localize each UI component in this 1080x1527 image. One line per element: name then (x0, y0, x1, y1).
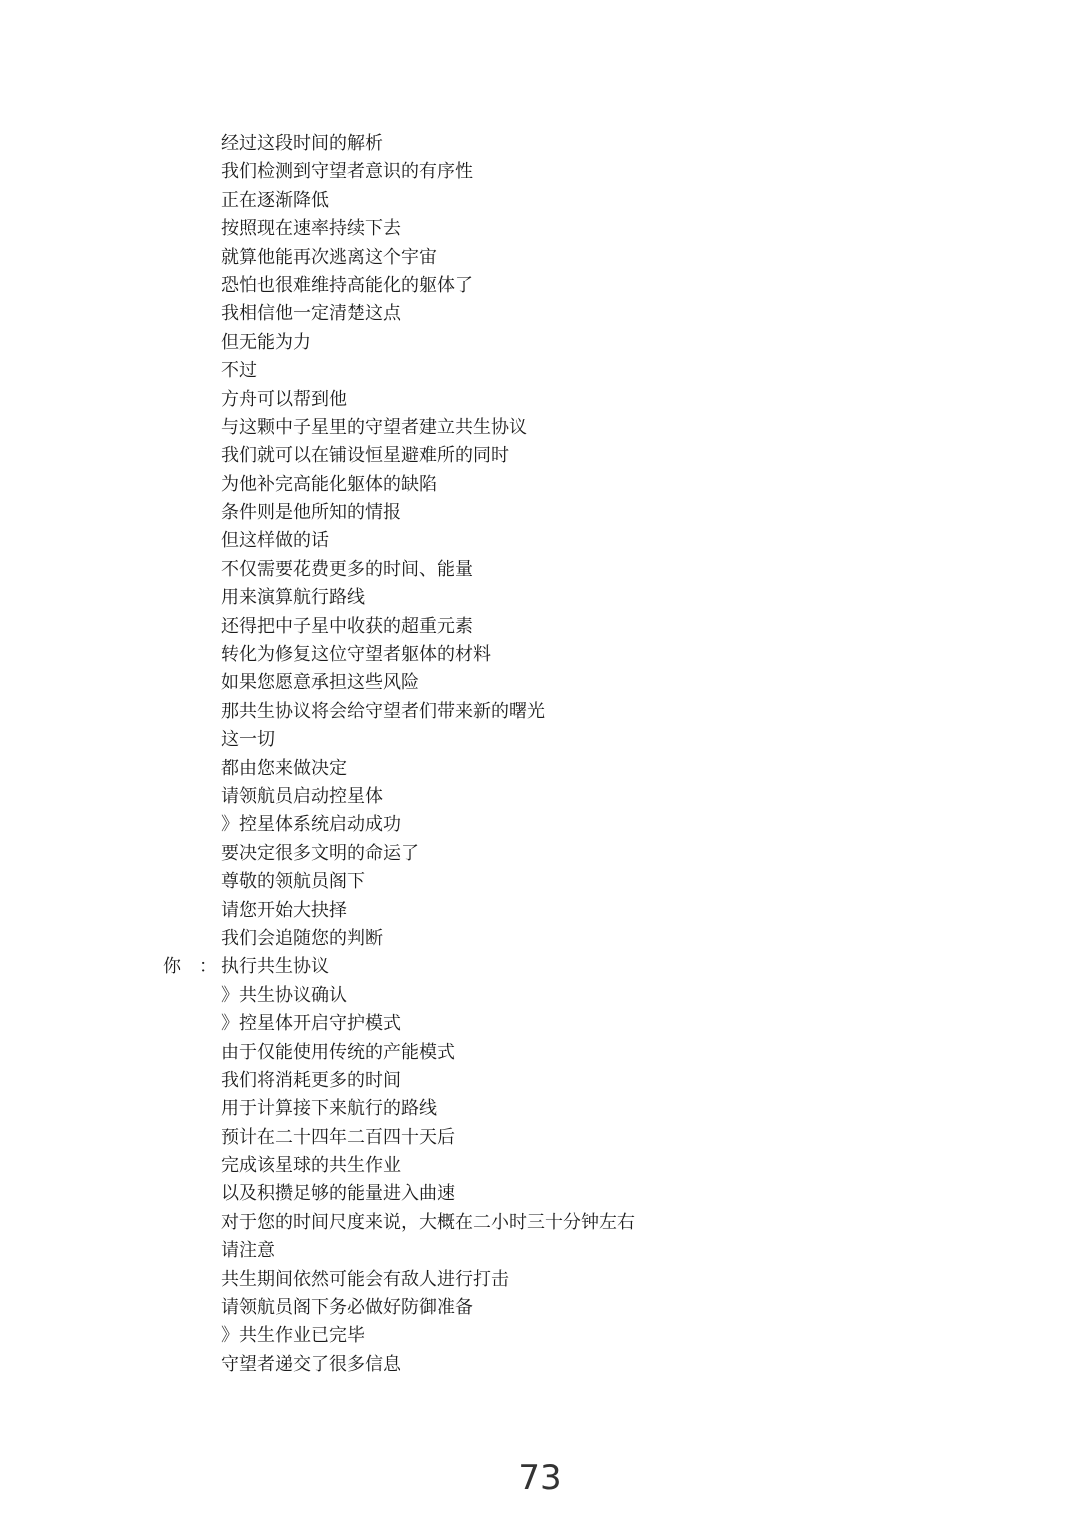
dialogue-text: 恐怕也很难维持高能化的躯体了 (221, 274, 473, 296)
dialogue-line (0, 329, 1080, 357)
dialogue-line (0, 726, 1080, 754)
dialogue-text: 请注意 (221, 1240, 275, 1262)
dialogue-line (0, 584, 1080, 612)
dialogue-text: 都由您来做决定 (221, 757, 347, 779)
dialogue-text: 但这样做的话 (221, 530, 329, 552)
dialogue-text: 请领航员阁下务必做好防御准备 (221, 1297, 473, 1319)
dialogue-text: 守望者递交了很多信息 (221, 1353, 401, 1375)
dialogue-text: 尊敬的领航员阁下 (221, 871, 365, 893)
dialogue-text: 以及积攒足够的能量进入曲速 (221, 1183, 455, 1205)
dialogue-line (0, 386, 1080, 414)
dialogue-text: 如果您愿意承担这些风险 (221, 672, 419, 694)
dialogue-line (0, 187, 1080, 215)
dialogue-line (0, 1180, 1080, 1208)
dialogue-line (0, 158, 1080, 186)
dialogue-text: 正在逐渐降低 (221, 189, 329, 211)
dialogue-line (0, 897, 1080, 925)
dialogue-line (0, 556, 1080, 584)
dialogue-line (0, 698, 1080, 726)
dialogue-line (0, 527, 1080, 555)
dialogue-line (0, 1010, 1080, 1038)
dialogue-text: 要决定很多文明的命运了 (221, 842, 419, 864)
dialogue-lines (0, 130, 1080, 1379)
dialogue-text: 我相信他一定清楚这点 (221, 303, 401, 325)
dialogue-line (0, 1351, 1080, 1379)
dialogue-line (0, 1152, 1080, 1180)
dialogue-line (0, 272, 1080, 300)
dialogue-line (0, 215, 1080, 243)
dialogue-line (0, 783, 1080, 811)
dialogue-line (0, 1039, 1080, 1067)
dialogue-line (0, 1322, 1080, 1350)
dialogue-text: 就算他能再次逃离这个宇宙 (221, 246, 437, 268)
dialogue-line (0, 357, 1080, 385)
dialogue-line (0, 755, 1080, 783)
dialogue-text: 与这颗中子星里的守望者建立共生协议 (221, 416, 527, 438)
dialogue-text: 》控星体开启守护模式 (221, 1013, 401, 1035)
dialogue-line (0, 414, 1080, 442)
dialogue-text: 完成该星球的共生作业 (221, 1155, 401, 1177)
dialogue-line (0, 925, 1080, 953)
dialogue-line (0, 868, 1080, 896)
dialogue-text: 条件则是他所知的情报 (221, 502, 401, 524)
dialogue-line (0, 811, 1080, 839)
dialogue-text: 预计在二十四年二百四十天后 (221, 1126, 455, 1148)
dialogue-text: 用来演算航行路线 (221, 587, 365, 609)
dialogue-line (0, 499, 1080, 527)
dialogue-line (0, 1095, 1080, 1123)
dialogue-line (0, 641, 1080, 669)
speaker-name: 你 (163, 956, 181, 978)
dialogue-text: 执行共生协议 (221, 956, 329, 978)
dialogue-line (0, 1294, 1080, 1322)
dialogue-text: 转化为修复这位守望者躯体的材料 (221, 644, 491, 666)
dialogue-line (0, 1266, 1080, 1294)
dialogue-text: 我们就可以在铺设恒星避难所的同时 (221, 445, 509, 467)
dialogue-line (0, 442, 1080, 470)
dialogue-text: 方舟可以帮到他 (221, 388, 347, 410)
dialogue-text: 请您开始大抉择 (221, 899, 347, 921)
speaker-colon: ： (199, 956, 217, 978)
dialogue-line (0, 300, 1080, 328)
dialogue-text: 不过 (221, 360, 257, 382)
page-number: 73 (518, 1458, 562, 1498)
dialogue-text: 请领航员启动控星体 (221, 785, 383, 807)
dialogue-line (0, 244, 1080, 272)
dialogue-text: 我们将消耗更多的时间 (221, 1069, 401, 1091)
dialogue-line (0, 840, 1080, 868)
dialogue-text: 由于仅能使用传统的产能模式 (221, 1041, 455, 1063)
dialogue-text: 这一切 (221, 729, 275, 751)
dialogue-text: 我们检测到守望者意识的有序性 (221, 161, 473, 183)
dialogue-text: 用于计算接下来航行的路线 (221, 1098, 437, 1120)
dialogue-line (0, 471, 1080, 499)
dialogue-line (0, 1209, 1080, 1237)
dialogue-line (0, 669, 1080, 697)
dialogue-text: 为他补完高能化躯体的缺陷 (221, 473, 437, 495)
dialogue-text: 还得把中子星中收获的超重元素 (221, 615, 473, 637)
dialogue-text: 我们会追随您的判断 (221, 927, 383, 949)
dialogue-text: 共生期间依然可能会有敌人进行打击 (221, 1268, 509, 1290)
dialogue-line (0, 130, 1080, 158)
dialogue-text: 那共生协议将会给守望者们带来新的曙光 (221, 700, 545, 722)
dialogue-text: 不仅需要花费更多的时间、能量 (221, 558, 473, 580)
dialogue-text: 》共生协议确认 (221, 984, 347, 1006)
dialogue-text: 但无能为力 (221, 331, 311, 353)
dialogue-line (0, 1124, 1080, 1152)
dialogue-text: 》共生作业已完毕 (221, 1325, 365, 1347)
dialogue-text: 》控星体系统启动成功 (221, 814, 401, 836)
dialogue-line (0, 1237, 1080, 1265)
dialogue-line (0, 982, 1080, 1010)
dialogue-text: 对于您的时间尺度来说，大概在二小时三十分钟左右 (221, 1211, 635, 1233)
dialogue-line (0, 613, 1080, 641)
dialogue-line (0, 1067, 1080, 1095)
dialogue-text: 按照现在速率持续下去 (221, 218, 401, 240)
dialogue-line (0, 953, 1080, 981)
dialogue-text: 经过这段时间的解析 (221, 133, 383, 154)
